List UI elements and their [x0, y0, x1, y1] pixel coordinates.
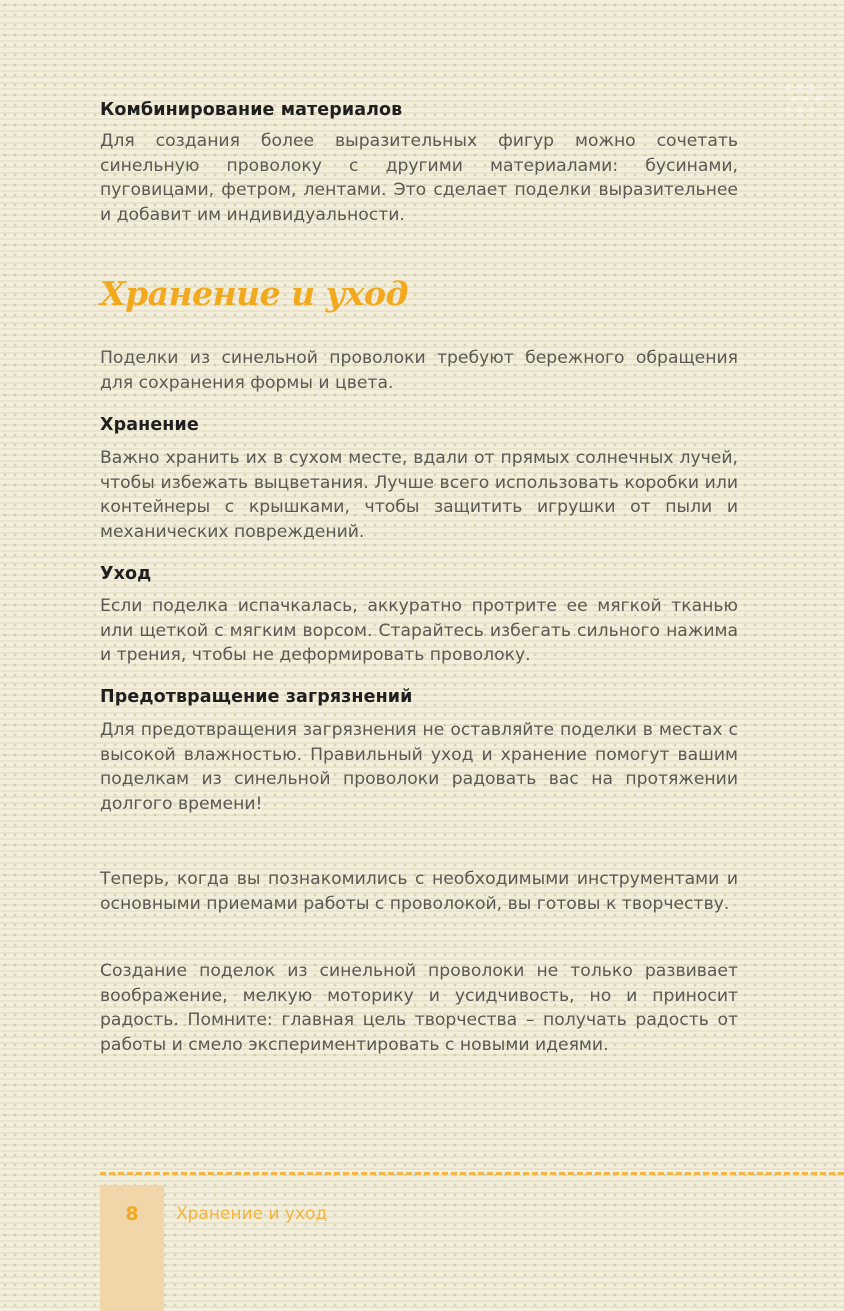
- footer-divider: [100, 1172, 844, 1175]
- section-heading-prevention: Предотвращение загрязнений: [100, 687, 413, 707]
- chapter-title: Хранение и уход: [100, 274, 408, 313]
- closing-paragraph-1: Теперь, когда вы познакомились с необходимыми инструментами и основными приемами работы с проволокой, вы готовы к творчеству.: [100, 869, 738, 914]
- chapter-intro: Поделки из синельной проволоки требуют бережного обращения для сохранения формы и цвета.: [100, 348, 738, 393]
- section-text-combining: Для создания более выразительных фигур можно сочетать синельную проволоку с другими материалами: бусинами, пуговицами, фетром, лентами. Это сделает поделки выразительнее и добавит им индивидуальности.: [100, 131, 738, 225]
- section-text-prevention: Для предотвращения загрязнения не оставляйте поделки в местах с высокой влажностью. Правильный уход и хранение помогут вашим поделкам из синельной проволоки радовать вас на протяжении долгого времени!: [100, 720, 738, 814]
- closing-paragraph-2: Создание поделок из синельной проволоки не только развивает воображение, мелкую моторику и усидчивость, но и приносит радость. Помните: главная цель творчества – получать радость от работы и смело экспериментировать с новыми идеями.: [100, 961, 738, 1055]
- decorative-dots-icon: [780, 80, 826, 118]
- section-heading-care: Уход: [100, 564, 152, 584]
- section-text-storage: Важно хранить их в сухом месте, вдали от прямых солнечных лучей, чтобы избежать выцветания. Лучше всего использовать коробки или контейнеры с крышками, чтобы защитить игрушки от пыли и механических повреждений.: [100, 448, 738, 542]
- section-text-care: Если поделка испачкалась, аккуратно протрите ее мягкой тканью или щеткой с мягким ворсом. Старайтесь избегать сильного нажима и трения, чтобы не деформировать проволоку.: [100, 596, 738, 665]
- footer-page-tab: [100, 1185, 164, 1311]
- section-heading-storage: Хранение: [100, 415, 199, 435]
- running-title: Хранение и уход: [176, 1204, 328, 1224]
- page-number: 8: [125, 1203, 139, 1225]
- section-heading-combining: Комбинирование материалов: [100, 100, 403, 120]
